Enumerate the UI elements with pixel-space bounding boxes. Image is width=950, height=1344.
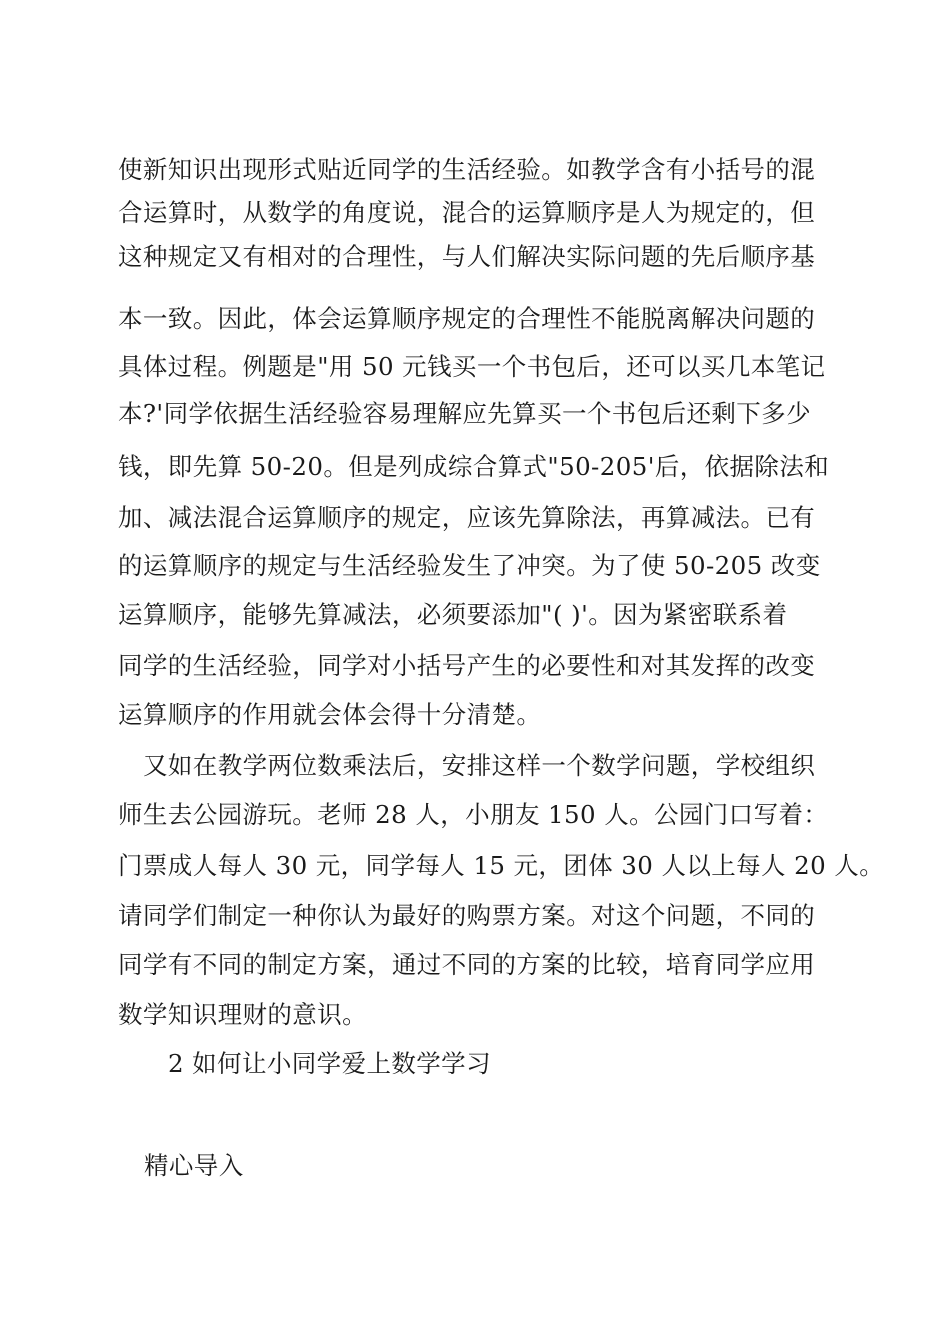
paragraph2-line-2: 师生去公园游玩。老师 28 人，小朋友 150 人。公园门口写着：: [118, 800, 829, 829]
paragraph2-line-6: 数学知识理财的意识。: [118, 1000, 367, 1029]
section-subheading: 精心导入: [144, 1151, 244, 1180]
paragraph1-line-12: 运算顺序的作用就会体会得十分清楚。: [118, 700, 542, 729]
paragraph1-line-1: 使新知识出现形式贴近同学的生活经验。如教学含有小括号的混: [118, 155, 816, 184]
paragraph1-line-10: 运算顺序，能够先算减法，必须要添加"( )'。因为紧密联系着: [118, 600, 788, 629]
paragraph1-line-9: 的运算顺序的规定与生活经验发生了冲突。为了使 50-205 改变: [118, 551, 821, 580]
section-heading: 2 如何让小同学爱上数学学习: [168, 1049, 491, 1078]
paragraph1-line-8: 加、减法混合运算顺序的规定，应该先算除法，再算减法。已有: [118, 503, 816, 532]
paragraph1-line-4: 本一致。因此，体会运算顺序规定的合理性不能脱离解决问题的: [118, 304, 816, 333]
paragraph1-line-3: 这种规定又有相对的合理性，与人们解决实际问题的先后顺序基: [118, 242, 816, 271]
paragraph1-line-6: 本?'同学依据生活经验容易理解应先算买一个书包后还剩下多少: [118, 399, 811, 428]
paragraph2-line-1: 又如在教学两位数乘法后，安排这样一个数学问题，学校组织: [143, 751, 816, 780]
paragraph2-line-3: 门票成人每人 30 元，同学每人 15 元，团体 30 人以上每人 20 人。: [118, 851, 885, 880]
paragraph1-line-5: 具体过程。例题是"用 50 元钱买一个书包后，还可以买几本笔记: [118, 352, 826, 381]
paragraph1-line-7: 钱，即先算 50-20。但是列成综合算式"50-205'后，依据除法和: [118, 452, 830, 481]
paragraph1-line-2: 合运算时，从数学的角度说，混合的运算顺序是人为规定的，但: [118, 198, 816, 227]
paragraph2-line-4: 请同学们制定一种你认为最好的购票方案。对这个问题，不同的: [118, 901, 816, 930]
paragraph2-line-5: 同学有不同的制定方案，通过不同的方案的比较，培育同学应用: [118, 950, 816, 979]
paragraph1-line-11: 同学的生活经验，同学对小括号产生的必要性和对其发挥的改变: [118, 651, 816, 680]
